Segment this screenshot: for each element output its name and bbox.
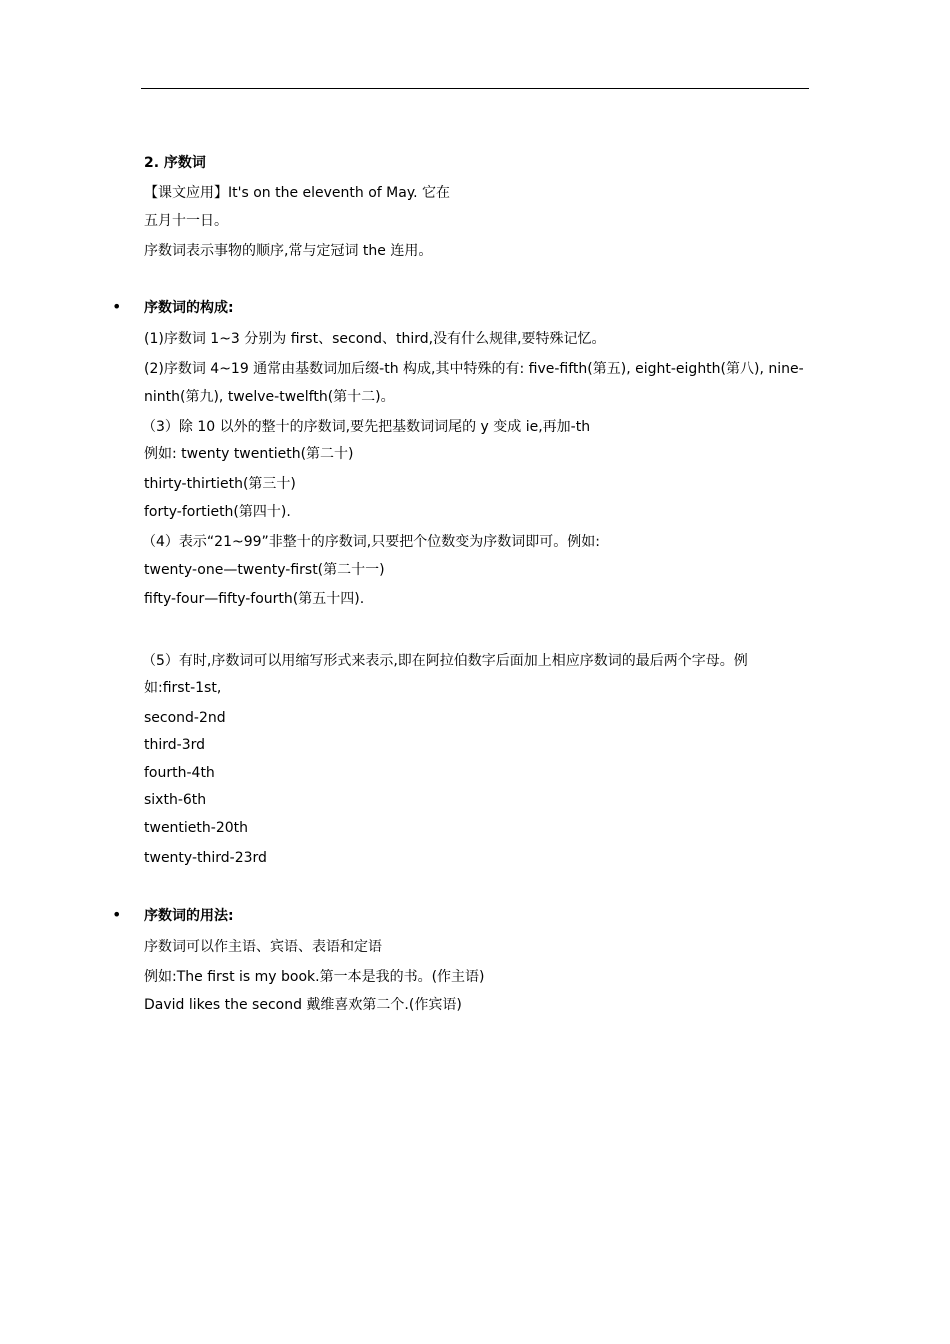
formation-line: third-3rd <box>144 737 206 753</box>
formation-line: 例如: twenty twentieth(第二十) <box>144 446 354 462</box>
intro-line: 五月十一日。 <box>144 213 228 229</box>
formation-line: thirty-thirtieth(第三十) <box>144 476 296 492</box>
formation-line: ninth(第九), twelve-twelfth(第十二)。 <box>144 389 395 405</box>
usage-line: 例如:The first is my book.第一本是我的书。(作主语) <box>144 969 485 985</box>
formation-line: forty-fortieth(第四十). <box>144 504 291 520</box>
formation-line: fifty-four—fifty-fourth(第五十四). <box>144 591 365 607</box>
formation-heading: 序数词的构成: <box>144 300 234 316</box>
usage-line: 序数词可以作主语、宾语、表语和定语 <box>144 939 382 955</box>
formation-line: second-2nd <box>144 710 226 726</box>
formation-line: twenty-third-23rd <box>144 850 267 866</box>
intro-line: 序数词表示事物的顺序,常与定冠词 the 连用。 <box>144 243 433 259</box>
usage-heading: 序数词的用法: <box>144 908 234 924</box>
formation-line: （5）有时,序数词可以用缩写形式来表示,即在阿拉伯数字后面加上相应序数词的最后两个字母。例 <box>142 653 748 669</box>
formation-line: 如:first-1st, <box>144 680 222 696</box>
formation-line: fourth-4th <box>144 765 215 781</box>
formation-line: twentieth-20th <box>144 820 249 836</box>
formation-line: （4）表示“21~99”非整十的序数词,只要把个位数变为序数词即可。例如: <box>142 534 600 550</box>
formation-line: （3）除 10 以外的整十的序数词,要先把基数词词尾的 y 变成 ie,再加-th <box>142 419 591 435</box>
usage-line: David likes the second 戴维喜欢第二个.(作宾语) <box>144 997 462 1013</box>
header-rule <box>141 88 809 89</box>
bullet-icon: • <box>112 297 122 316</box>
formation-line: sixth-6th <box>144 792 207 808</box>
section-heading: 2. 序数词 <box>144 155 206 171</box>
formation-line: (2)序数词 4~19 通常由基数词加后缀-th 构成,其中特殊的有: five-fifth(第五), eight-eighth(第八), nine- <box>144 361 804 377</box>
formation-line: twenty-one—twenty-first(第二十一) <box>144 562 385 578</box>
intro-line: 【课文应用】It's on the eleventh of May. 它在 <box>144 185 451 201</box>
bullet-icon: • <box>112 905 122 924</box>
formation-line: (1)序数词 1~3 分别为 first、second、third,没有什么规律,要特殊记忆。 <box>144 331 606 347</box>
